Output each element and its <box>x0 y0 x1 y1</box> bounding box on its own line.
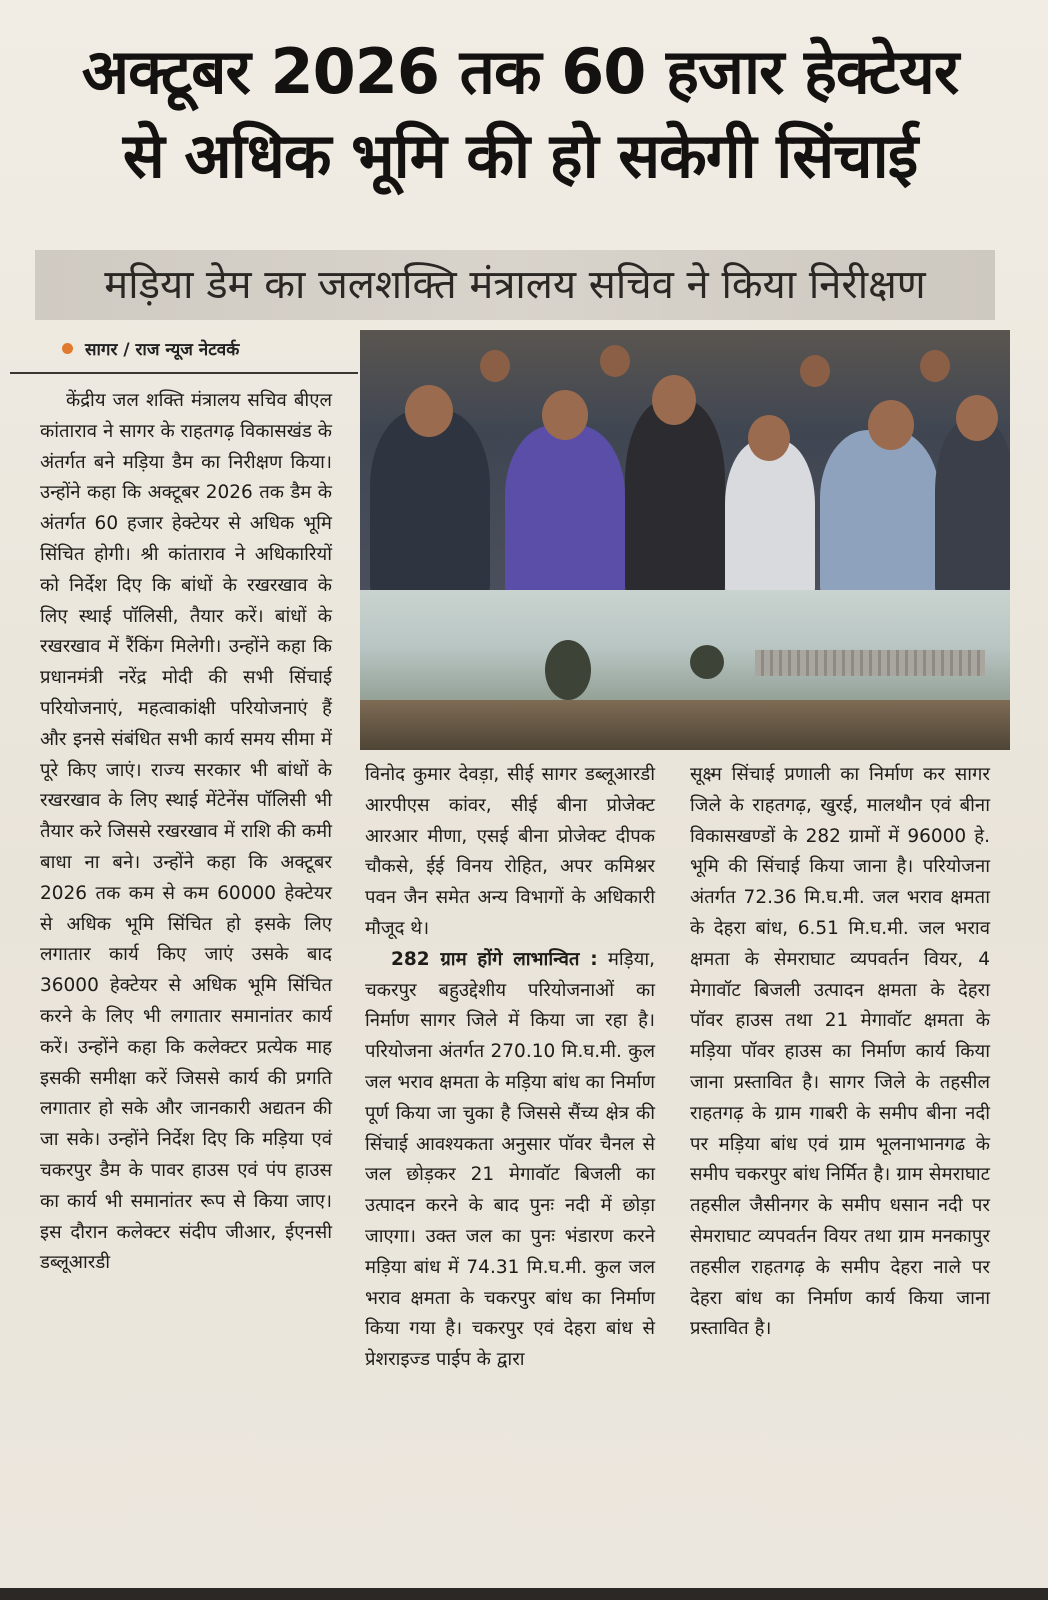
section-subheading: 282 ग्राम होंगे लाभान्वित : <box>391 948 598 970</box>
photo-bank <box>360 700 1010 750</box>
dateline <box>62 337 239 359</box>
headline <box>20 30 1020 198</box>
photo-dam <box>755 650 985 676</box>
subheadline: मड़िया डेम का जलशक्ति मंत्रालय सचिव ने किया निरीक्षण <box>104 262 926 308</box>
headline-line-2: से अधिक भूमि की हो सकेगी सिंचाई <box>122 119 918 192</box>
article-paragraph <box>365 945 655 1376</box>
article-paragraph: सूक्ष्म सिंचाई प्रणाली का निर्माण कर सागर जिले के राहतगढ़, खुरई, मालथौन एवं बीना विकासखण्डों के 282 ग्रामों में 96000 हे. भूमि की सिंचाई किया जाना है। परियोजना अंतर्गत 72.36 मि.घ.मी. जल भराव क्षमता के देहरा बांध, 6.51 मि.घ.मी. जल भराव क्षमता के सेमराघाट व्यपवर्तन वियर, 4 मेगावॉट बिजली उत्पादन क्षमता के देहरा पॉवर हाउस तथा 21 मेगावॉट क्षमता के मड़िया पॉवर हाउस का निर्माण कार्य किया जाना प्रस्तावित है। सागर जिले के तहसील राहतगढ़ के ग्राम गाबरी के समीप बीना नदी पर मड़िया बांध एवं ग्राम भूलनाभानगढ के समीप चकरपुर बांध निर्मित है। ग्राम सेमराघाट तहसील जैसीनगर के समीप धसान नदी पर सेमराघाट व्यपवर्तन वियर तथा ग्राम मनकापुर तहसील राहतगढ़ के समीप देहरा नाले पर देहरा बांध का निर्माण कार्य किया जाना प्रस्तावित है। <box>690 764 990 1340</box>
article-text: मड़िया, चकरपुर बहुउद्देशीय परियोजनाओं का निर्माण सागर जिले में किया जा रहा है। परियोजना अंतर्गत 270.10 मि.घ.मी. कुल जल भराव क्षमता के मड़िया बांध का निर्माण पूर्ण किया जा चुका है जिससे सैंच्य क्षेत्र की सिंचाई आवश्यकता अनुसार पॉवर चैनल से जल छोड़कर 21 मेगावॉट बिजली का उत्पादन करने के बाद पुनः नदी में छोड़ा जाएगा। उक्त जल का पुनः भंडारण करने मड़िया बांध में 74.31 मि.घ.मी. कुल जल भराव क्षमता के चकरपुर बांध का निर्माण किया गया है। चकरपुर एवं देहरा बांध से प्रेशराइज्ड पाईप के द्वारा <box>365 948 655 1371</box>
article-paragraph: केंद्रीय जल शक्ति मंत्रालय सचिव बीएल कांताराव ने सागर के राहतगढ़ विकासखंड के अंतर्गत बने मड़िया डैम का निरीक्षण किया। उन्होंने कहा कि अक्टूबर 2026 तक डैम के अंतर्गत 60 हजार हेक्टेयर से अधिक भूमि सिंचित होगी। श्री कांताराव ने अधिकारियों को निर्देश दिए कि बांधों के रखरखाव के लिए स्थाई पॉलिसी, तैयार करें। बांधों के रखरखाव में रैंकिंग मिलेगी। उन्होंने कहा कि प्रधानमंत्री नरेंद्र मोदी की सभी सिंचाई परियोजनाएं, महत्वाकांक्षी परियोजनाएं हैं और इनसे संबंधित सभी कार्य समय सीमा में पूरे किए जाएं। राज्य सरकार भी बांधों के रखरखाव के लिए स्थाई मेंटेनेंस पॉलिसी भी तैयार करे जिससे रखरखाव में राशि की कमी बाधा ना बने। उन्होंने कहा कि अक्टूबर 2026 तक कम से कम 60000 हेक्टेयर से अधिक भूमि सिंचित हो इसके लिए लगातार कार्य किए जाएं उसके बाद 36000 हेक्टेयर से अधिक भूमि सिंचित करने के लिए भी लगातार समानांतर कार्य करें। उन्होंने कहा कि कलेक्टर प्रत्येक माह इसकी समीक्षा करें जिससे कार्य की प्रगति लगातार हो सके और जानकारी अद्यतन की जा सके। उन्होंने निर्देश दिए कि मड़िया एवं चकरपुर डैम के पावर हाउस एवं पंप हाउस का कार्य भी समानांतर रूप से किया जाए। इस दौरान कलेक्टर संदीप जीआर, ईएनसी डब्लूआरडी <box>40 390 332 1274</box>
news-photo <box>360 330 1010 750</box>
bullet-icon <box>62 343 73 354</box>
dateline-text: सागर / राज न्यूज नेटवर्क <box>85 339 240 360</box>
article-paragraph: विनोद कुमार देवड़ा, सीई सागर डब्लूआरडी आरपीएस कांवर, सीई बीना प्रोजेक्ट आरआर मीणा, एसई बीना प्रोजेक्ट दीपक चौकसे, ईई विनय रोहित, अपर कमिश्नर पवन जैन समेत अन्य विभागों के अधिकारी मौजूद थे। <box>365 764 655 939</box>
headline-line-1: अक्टूबर 2026 तक 60 हजार हेक्टेयर <box>81 35 959 108</box>
article-column-3 <box>690 760 990 1345</box>
article-column-2 <box>365 760 655 1376</box>
divider <box>10 372 358 374</box>
photo-crowd <box>360 330 1010 590</box>
page-bottom-edge <box>0 1588 1048 1600</box>
article-column-1 <box>40 386 332 1279</box>
